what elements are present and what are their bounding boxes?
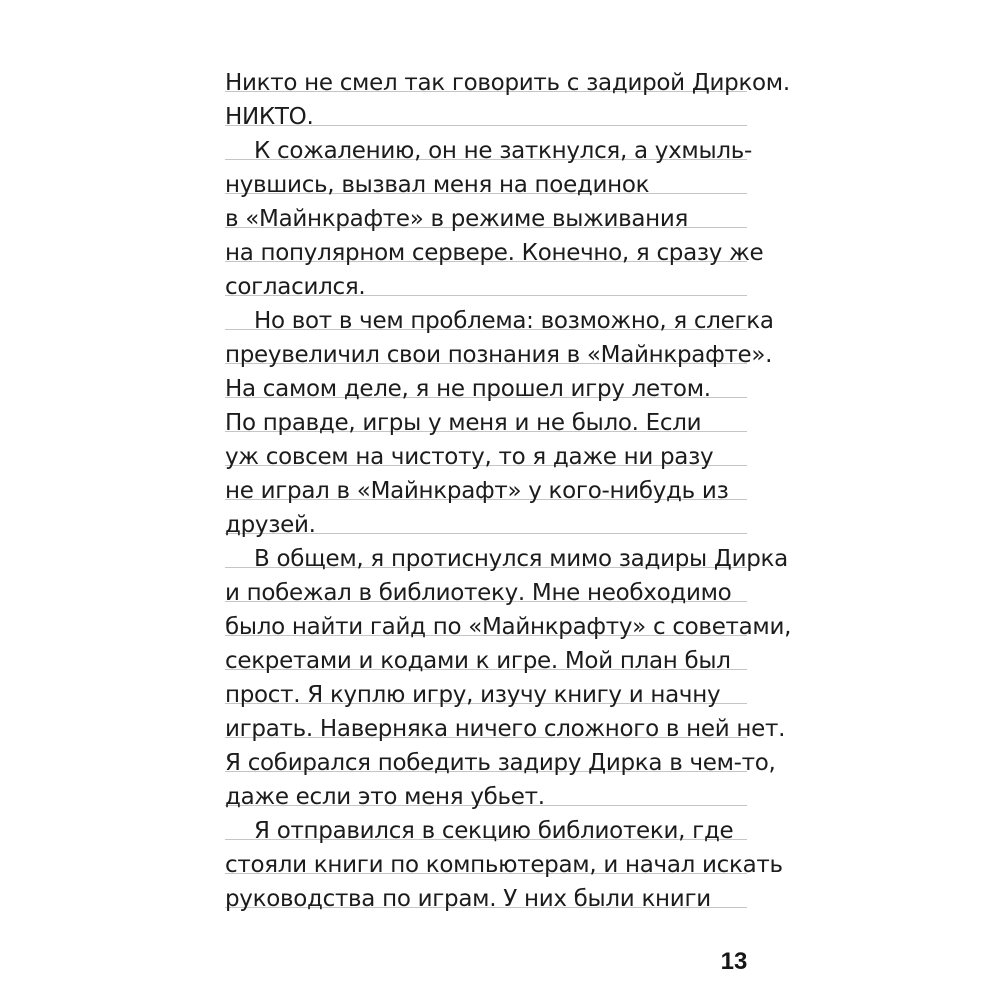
text-line: [225, 874, 747, 912]
line-text: На самом деле, я не прошел игру летом.: [225, 376, 711, 402]
line-text: Но вот в чем проблема: возможно, я слегка: [254, 308, 774, 334]
text-line: [225, 330, 773, 368]
text-line: [225, 262, 747, 300]
text-line: [225, 126, 752, 164]
text-line: [225, 160, 747, 198]
text-line: [225, 228, 764, 266]
line-text: В общем, я протиснулся мимо задиры Дирка: [254, 546, 788, 572]
line-text: в «Майнкрафте» в режиме выживания: [225, 206, 689, 232]
text-line: [225, 194, 747, 232]
line-text: Никто не смел так говорить с задирой Дирком.: [225, 70, 790, 96]
text-block: [225, 58, 792, 912]
text-line: [225, 704, 786, 742]
line-text: на популярном сервере. Конечно, я сразу же: [225, 240, 764, 266]
text-line: [225, 296, 774, 334]
line-text: НИКТО.: [225, 104, 314, 130]
text-line: [225, 534, 788, 572]
line-text: и побежал в библиотеку. Мне необходимо: [225, 580, 732, 606]
line-text: играть. Наверняка ничего сложного в ней нет.: [225, 716, 786, 742]
text-line: [225, 92, 747, 130]
line-text: друзей.: [225, 512, 316, 538]
line-text: К сожалению, он не заткнулся, а ухмыль-: [254, 138, 752, 164]
text-line: [225, 670, 747, 708]
text-line: [225, 806, 747, 844]
line-text: стояли книги по компьютерам, и начал искать: [225, 852, 783, 878]
line-text: прост. Я куплю игру, изучу книгу и начну: [225, 682, 721, 708]
text-line: [225, 364, 747, 402]
line-text: даже если это меня убьет.: [225, 784, 545, 810]
line-text: было найти гайд по «Майнкрафту» с советами,: [225, 614, 792, 640]
text-line: [225, 432, 747, 470]
line-text: По правде, игры у меня и не было. Если: [225, 410, 702, 436]
text-line: [225, 840, 783, 878]
text-line: [225, 602, 792, 640]
text-line: [225, 58, 790, 96]
text-line: [225, 738, 776, 776]
line-text: преувеличил свои познания в «Майнкрафте».: [225, 342, 773, 368]
page-number: 13: [720, 948, 748, 975]
line-text: не играл в «Майнкрафт» у кого-нибудь из: [225, 478, 729, 504]
text-line: [225, 636, 747, 674]
line-text: секретами и кодами к игре. Мой план был: [225, 648, 731, 674]
line-text: нувшись, вызвал меня на поединок: [225, 172, 650, 198]
line-text: уж совсем на чистоту, то я даже ни разу: [225, 444, 714, 470]
line-text: Я собирался победить задиру Дирка в чем-то,: [225, 750, 776, 776]
text-line: [225, 500, 747, 538]
text-line: [225, 772, 747, 810]
line-text: согласился.: [225, 274, 366, 300]
line-text: руководства по играм. У них были книги: [225, 886, 711, 912]
line-text: Я отправился в секцию библиотеки, где: [254, 818, 734, 844]
text-line: [225, 466, 747, 504]
text-line: [225, 398, 747, 436]
text-line: [225, 568, 747, 606]
